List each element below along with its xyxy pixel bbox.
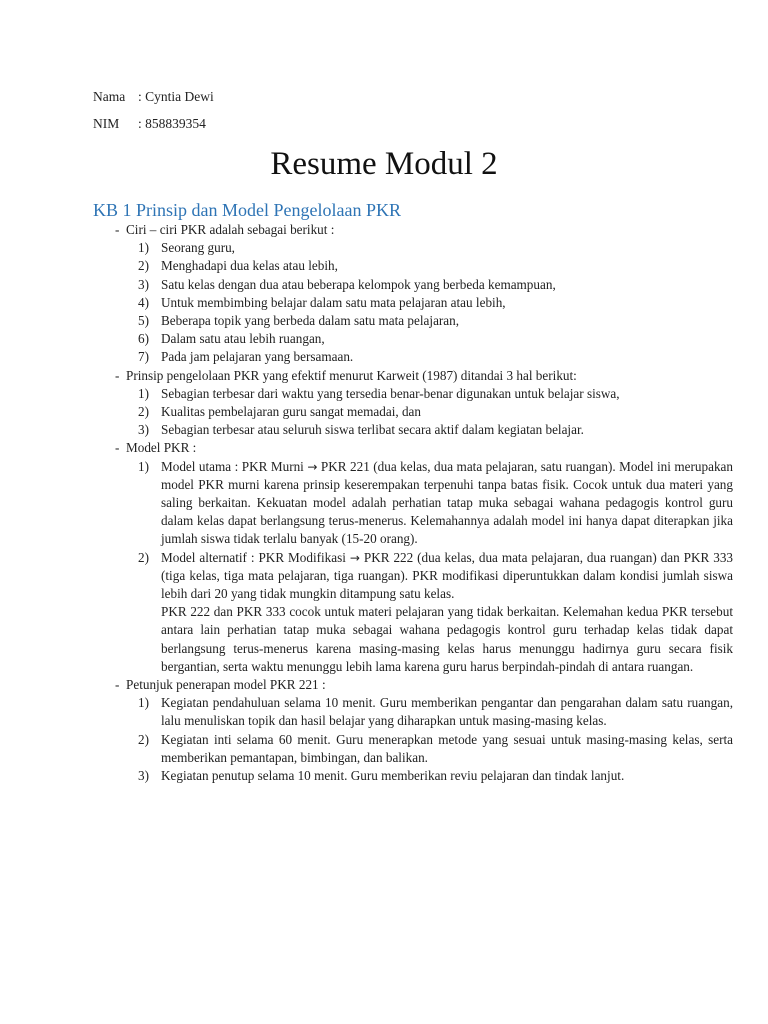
list-item [93, 348, 733, 366]
list-item-text: PKR 222 (dua kelas, dua mata pelajaran, dua ruangan) dan PKR 333 (tiga kelas, tiga mata pelajaran, tiga ruangan). PKR modifikasi diperuntukkan dalam kondisi jumlah siswa lebih dari 20 yang tidak mungkin ditampung satu kelas. [161, 549, 734, 602]
list-item-text: Kualitas pembelajaran guru sangat memadai, dan [161, 404, 421, 420]
bullet-text: Prinsip pengelolaan PKR yang efektif menurut Karweit (1987) ditandai 3 hal berikut: [126, 367, 577, 383]
bullet-dash: - [115, 440, 120, 456]
nim-value: : 858839354 [138, 116, 206, 131]
list-item-text: Model utama : PKR Murni [161, 458, 304, 474]
list-number: 1) [138, 458, 149, 474]
nim-line [93, 115, 206, 133]
list-number: 3) [138, 768, 149, 784]
list-item [93, 731, 733, 767]
list-item [93, 385, 733, 403]
bullet-model [93, 439, 733, 457]
list-item [93, 403, 733, 421]
list-item [93, 549, 733, 604]
list-item-text: Pada jam pelajaran yang bersamaan. [161, 349, 354, 365]
bullet-dash: - [115, 222, 120, 237]
list-item-text: PKR 221 (dua kelas, dua mata pelajaran, satu ruangan). Model ini merupakan model PKR murni karena prinsip keserempakan terpenuhi tanpa batas fisik. Cocok untuk dua materi yang saling berkaitan. Kekuatan model adalah perhatian tatap muka sebagai wahana pedagogis kontrol guru dalam kelas dapat berlangsung terus-menerus. Kelemahannya adalah model ini hanya dapat diterapkan jika jumlah siswa tidak terlalu banyak (15-20 orang). [161, 458, 733, 547]
list-item [93, 239, 733, 257]
list-item-text: Model alternatif : PKR Modifikasi [161, 549, 346, 565]
document-title: Resume Modul 2 [270, 146, 498, 182]
list-item [93, 257, 733, 275]
list-item-text: Kegiatan pendahuluan selama 10 menit. Guru memberikan pengantar dan pengarahan dalam satu ruangan, lalu menuliskan topik dan hasil belajar yang diharapkan untuk masing-masing kelas. [161, 695, 733, 729]
bullet-ciri [93, 221, 733, 239]
arrow-right-icon: → [307, 459, 318, 474]
model-paragraph: PKR 222 dan PKR 333 cocok untuk materi pelajaran yang tidak berkaitan. Kelemahan kedua PKR tersebut antara lain perhatian tatap muka sebagai wahana pedagogis kontrol guru terhadap kelas tidak dapat berlangsung terus-menerus karena masing-masing kelas harus menunggu hadirnya guru secara fisik bergantian, serta waktu menunggu lebih lama karena guru harus berpindah-pindah di antara ruangan. [161, 604, 733, 674]
bullet-dash: - [115, 367, 120, 383]
list-number: 2) [138, 731, 149, 747]
bullet-prinsip [93, 367, 733, 385]
nim-label: NIM [93, 116, 120, 131]
bullet-dash: - [115, 677, 120, 693]
document-body [93, 221, 733, 785]
list-number: 3) [138, 276, 149, 292]
prinsip-list [93, 385, 733, 440]
list-item-text: Kegiatan inti selama 60 menit. Guru menerapkan metode yang sesuai untuk masing-masing kelas, serta memberikan pemantapan, bimbingan, dan balikan. [161, 731, 733, 765]
list-item-text: Beberapa topik yang berbeda dalam satu mata pelajaran, [161, 313, 460, 329]
name-line [93, 88, 214, 106]
arrow-right-icon: → [349, 550, 360, 565]
section-heading: KB 1 Prinsip dan Model Pengelolaan PKR [93, 200, 401, 220]
list-number: 3) [138, 422, 149, 438]
list-number: 4) [138, 294, 149, 310]
list-number: 2) [138, 404, 149, 420]
bullet-text: Petunjuk penerapan model PKR 221 : [126, 677, 326, 693]
list-item-text: Satu kelas dengan dua atau beberapa kelompok yang berbeda kemampuan, [161, 276, 556, 292]
list-item-text: Sebagian terbesar atau seluruh siswa terlibat secara aktif dalam kegiatan belajar. [161, 422, 584, 438]
model-list [93, 458, 733, 604]
list-item-text: Seorang guru, [161, 240, 235, 256]
list-number: 1) [138, 385, 149, 401]
list-item-text: Sebagian terbesar dari waktu yang tersedia benar-benar digunakan untuk belajar siswa, [161, 385, 620, 401]
list-number: 1) [138, 240, 149, 256]
list-item [93, 421, 733, 439]
list-item [93, 276, 733, 294]
bullet-text: Ciri – ciri PKR adalah sebagai berikut : [126, 222, 335, 237]
list-number: 6) [138, 331, 149, 347]
list-number: 5) [138, 313, 149, 329]
list-item-text: Menghadapi dua kelas atau lebih, [161, 258, 338, 274]
name-label: Nama [93, 89, 126, 104]
ciri-list [93, 239, 733, 366]
list-number: 1) [138, 695, 149, 711]
list-item [93, 767, 733, 785]
petunjuk-list [93, 694, 733, 785]
bullet-text: Model PKR : [126, 440, 197, 456]
list-number: 7) [138, 349, 149, 365]
list-item [93, 330, 733, 348]
list-item-text: Kegiatan penutup selama 10 menit. Guru memberikan reviu pelajaran dan tindak lanjut. [161, 768, 625, 784]
list-item-text: Dalam satu atau lebih ruangan, [161, 331, 325, 347]
list-item [93, 694, 733, 730]
bullet-petunjuk [93, 676, 733, 694]
list-item-text: Untuk membimbing belajar dalam satu mata pelajaran atau lebih, [161, 294, 506, 310]
list-item [93, 458, 733, 549]
list-item [93, 294, 733, 312]
list-number: 2) [138, 549, 149, 565]
name-value: : Cyntia Dewi [138, 89, 214, 104]
list-item [93, 312, 733, 330]
list-number: 2) [138, 258, 149, 274]
